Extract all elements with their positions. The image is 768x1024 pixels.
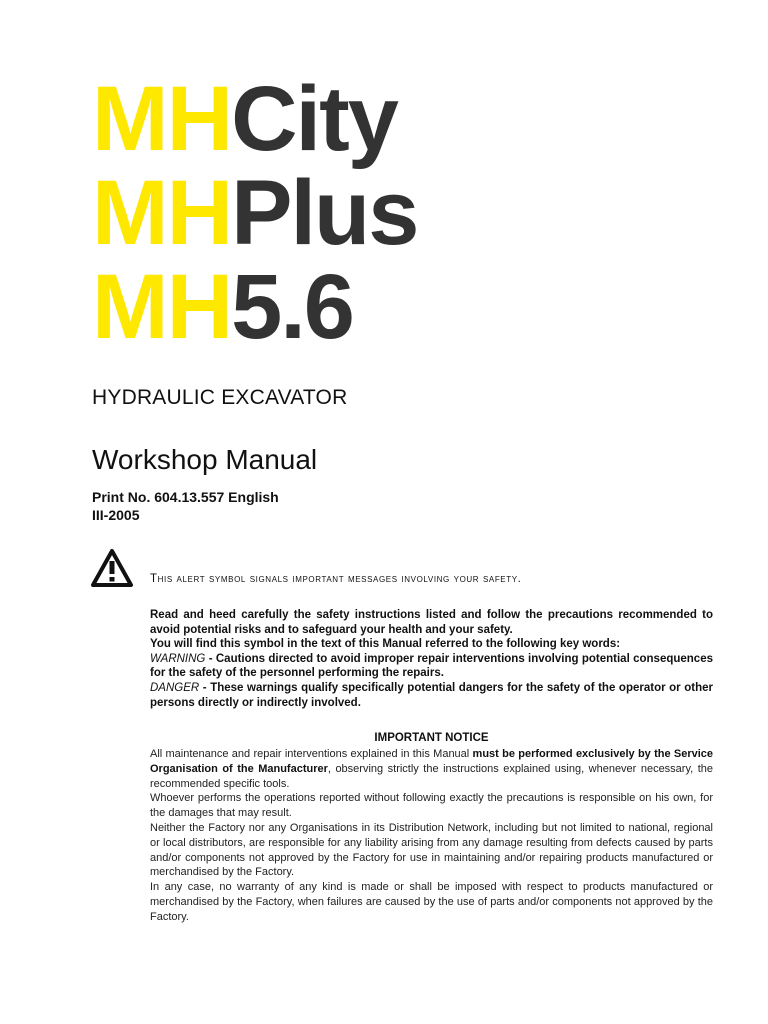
brand-model-plus: Plus bbox=[231, 162, 418, 264]
notice-text: , observing strictly the instructions explained using, whenever necessary, the recommended specific tools. bbox=[150, 762, 713, 790]
warning-keyword: WARNING bbox=[150, 652, 206, 665]
notice-paragraph: In any case, no warranty of any kind is made or shall be imposed with respect to products manufactured or merchandised by the Factory, when failures are caused by the use of parts and/or components not approved by the Factory. bbox=[150, 881, 713, 923]
brand-prefix: MH bbox=[92, 256, 232, 358]
brand-model-5-6: 5.6 bbox=[231, 256, 353, 358]
safety-instructions bbox=[150, 608, 713, 710]
brand-line-plus bbox=[92, 162, 418, 264]
brand-model-city: City bbox=[231, 68, 397, 170]
brand-logo bbox=[92, 68, 418, 358]
print-info bbox=[92, 488, 279, 524]
document-title: Workshop Manual bbox=[92, 444, 318, 475]
product-type: HYDRAULIC EXCAVATOR bbox=[92, 386, 348, 409]
safety-symbol-note: You will find this symbol in the text of this Manual referred to the following key words: bbox=[150, 638, 621, 651]
danger-text: - These warnings qualify specifically potential dangers for the safety of the operator or other persons directly or indirectly involved. bbox=[150, 681, 713, 709]
warning-definition bbox=[150, 652, 713, 681]
safety-intro: Read and heed carefully the safety instructions listed and follow the precautions recommended to avoid potential risks and to safeguard your health and your safety. bbox=[150, 609, 713, 636]
brand-line-5-6 bbox=[92, 256, 417, 358]
alert-message: This alert symbol signals important messages involving your safety. bbox=[150, 573, 522, 585]
print-date: III-2005 bbox=[92, 507, 140, 523]
notice-paragraph: Neither the Factory nor any Organisations in its Distribution Network, including but not limited to national, regional or local distributors, are responsible for any liability arising from any damage resulting from defects caused by parts and/or components not approved by the Factory for use in maintaining and/or repairing products manufactured or merchandised by the Factory. bbox=[150, 821, 713, 879]
notice-paragraph bbox=[150, 747, 713, 791]
notice-text: All maintenance and repair interventions explained in this Manual bbox=[150, 748, 473, 760]
warning-text: - Cautions directed to avoid improper repair interventions involving potential consequences for the safety of the personnel performing the repairs. bbox=[150, 652, 713, 680]
print-number: Print No. 604.13.557 English bbox=[92, 489, 279, 505]
important-notice-heading: IMPORTANT NOTICE bbox=[374, 732, 489, 744]
brand-prefix: MH bbox=[92, 68, 232, 170]
warning-triangle-icon bbox=[90, 548, 134, 588]
brand-prefix: MH bbox=[92, 162, 232, 264]
brand-line-city bbox=[92, 68, 417, 170]
notice-paragraph: Whoever performs the operations reported without following exactly the precautions is responsible on his own, for the damages that may result. bbox=[150, 792, 713, 820]
important-notice-body bbox=[150, 747, 713, 925]
danger-keyword: DANGER bbox=[150, 681, 200, 694]
danger-definition bbox=[150, 681, 713, 710]
notice-emphasis: must be performed exclusively by the Service Organisation of the Manufacturer bbox=[150, 748, 714, 775]
